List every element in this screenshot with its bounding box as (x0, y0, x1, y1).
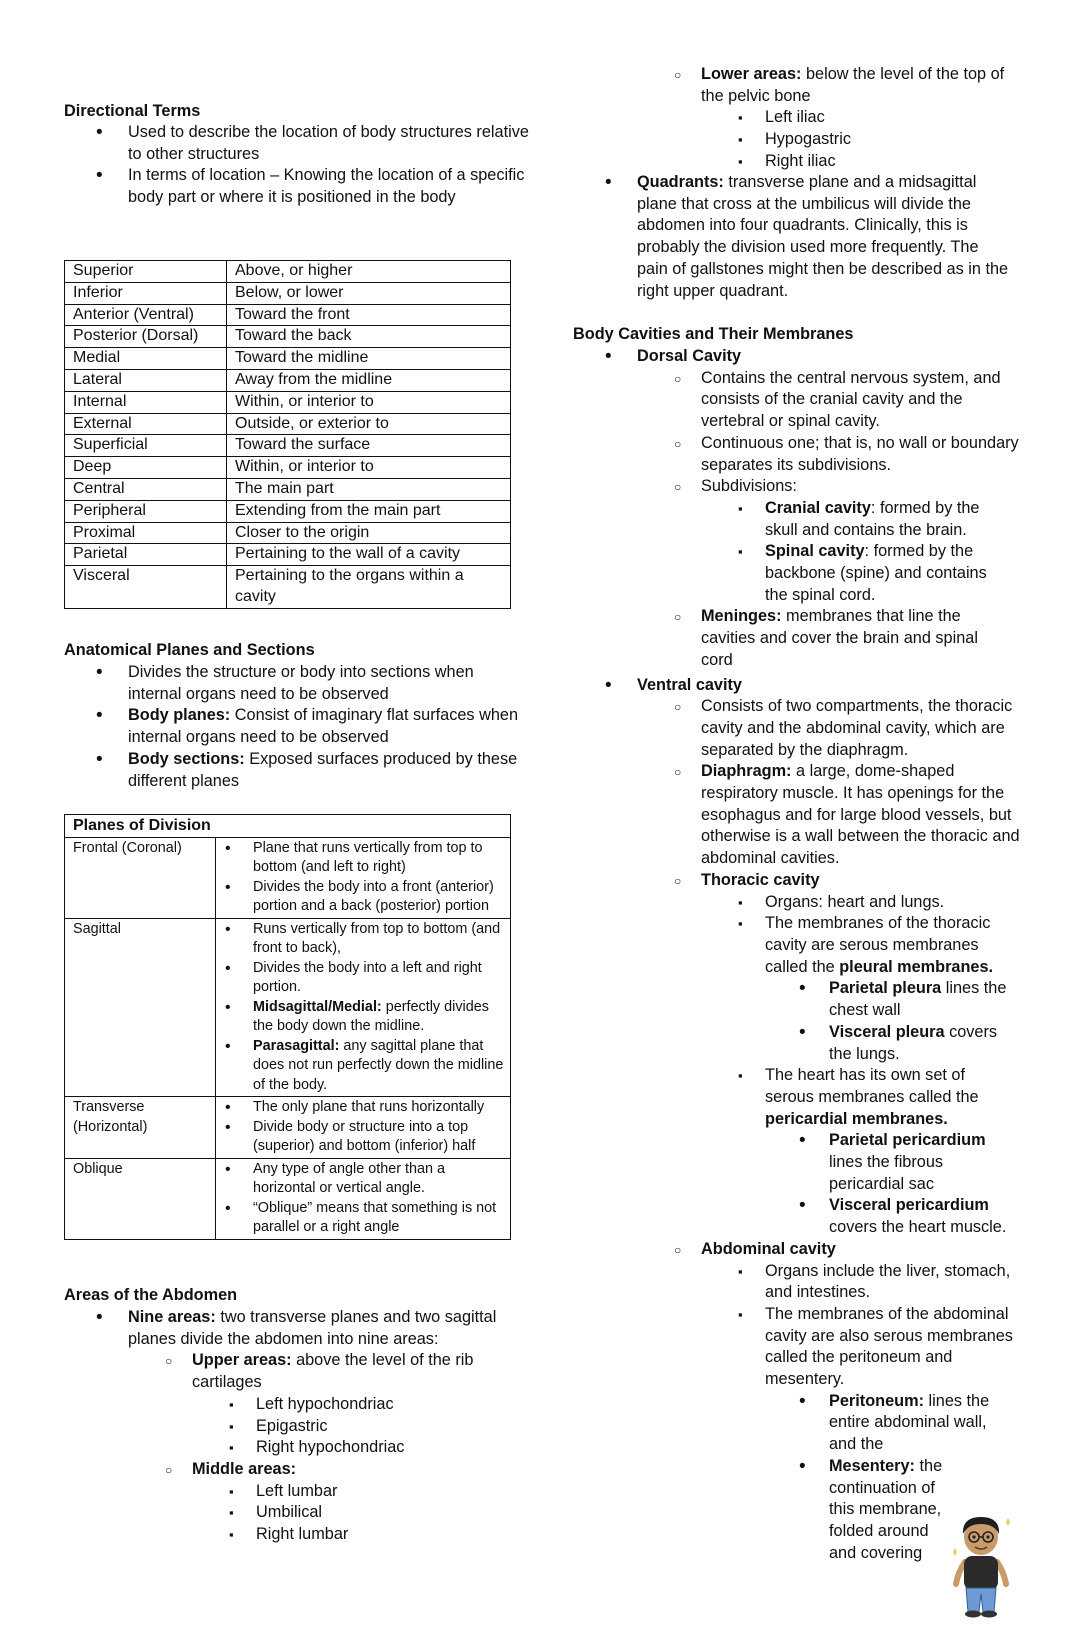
term: Parasagittal: (253, 1037, 340, 1054)
list-item: ▪ Left iliac (765, 107, 1031, 129)
term: Cranial cavity (765, 498, 871, 517)
table-row (65, 1158, 511, 1239)
abdomen-bullets (64, 1307, 528, 1546)
list-item (829, 1456, 949, 1565)
table-row (65, 304, 511, 326)
definition-cell: Toward the front (227, 304, 511, 326)
list-item (765, 913, 1013, 1065)
planes-of-division-table (64, 814, 511, 1240)
lower-areas-list (637, 64, 1031, 173)
definition: perfectly divides the body down the midline. (253, 998, 489, 1034)
term: Mesentery: (829, 1456, 915, 1475)
term: Middle areas: (192, 1459, 297, 1478)
directional-terms-heading: Directional Terms (64, 102, 201, 120)
term-cell: Inferior (65, 282, 227, 304)
definition-cell: Toward the midline (227, 348, 511, 370)
term: Thoracic cavity (701, 870, 820, 889)
list-item (192, 1459, 492, 1546)
directional-terms-bullets (64, 122, 533, 209)
quadrants-list (573, 172, 1012, 302)
list-item (637, 172, 1012, 302)
plane-name: Oblique (65, 1158, 216, 1239)
definition: : formed by the skull and contains the brain. (765, 498, 980, 539)
term-cell: Deep (65, 457, 227, 479)
term-cell: Medial (65, 348, 227, 370)
term-cell: Visceral (65, 566, 227, 609)
definition-cell: Within, or interior to (227, 391, 511, 413)
list-item: ▪ Right hypochondriac (256, 1437, 492, 1459)
definition: lines the chest wall (829, 979, 1007, 1020)
cartoon-avatar (948, 1510, 1014, 1620)
list-item: ○ Continuous one; that is, no wall or boundary separates its subdivisions. (701, 433, 1022, 476)
table-row (65, 1097, 511, 1159)
table-row (65, 566, 511, 609)
term-cell: Proximal (65, 522, 227, 544)
list-item (765, 541, 995, 606)
list-item (829, 1130, 1014, 1195)
text: The heart has its own set of serous membranes called the (765, 1066, 979, 1106)
term-cell: Superior (65, 261, 227, 283)
term-cell: Internal (65, 391, 227, 413)
list-item (701, 64, 1031, 173)
term: Quadrants: (637, 173, 724, 191)
list-item (253, 1037, 504, 1096)
planes-heading: Anatomical Planes and Sections (64, 641, 315, 659)
term: Meninges: (701, 607, 782, 626)
term: Lower areas: (701, 65, 802, 83)
upper-list (192, 1394, 492, 1459)
term: Abdominal cavity (701, 1239, 836, 1258)
definition-cell: Below, or lower (227, 282, 511, 304)
table-row (65, 369, 511, 391)
term: Body sections: (128, 749, 245, 768)
list-item (765, 1065, 1013, 1239)
list-item (128, 749, 528, 792)
definition-cell: Extending from the main part (227, 500, 511, 522)
definition: below the level of the top of the pelvic bone (701, 65, 1005, 105)
table-row (65, 500, 511, 522)
term-cell: Peripheral (65, 500, 227, 522)
lower-list (701, 107, 1031, 172)
definition: membranes that line the cavities and cover the brain and spinal cord (701, 607, 978, 669)
definition: transverse plane and a midsagittal plane that cross at the umbilicus will divide the abdomen into four quadrants. Clinically, this is probably the division used more frequently. The pain of gallstones might then be described as in the right upper quadrant. (637, 173, 1009, 300)
table-row (65, 391, 511, 413)
term-cell: Lateral (65, 369, 227, 391)
list-item: • Divides the body into a left and right portion. (253, 959, 504, 998)
abdomen-heading: Areas of the Abdomen (64, 1286, 238, 1304)
table-row (65, 326, 511, 348)
definition-cell: The main part (227, 478, 511, 500)
table-row (65, 522, 511, 544)
definition: Consist of imaginary flat surfaces when internal organs need to be observed (128, 706, 518, 747)
term: pleural membranes. (839, 957, 994, 976)
definition-cell: Pertaining to the organs within a cavity (227, 566, 511, 609)
list-item: ▪ The membranes of the abdominal cavity are also serous membranes called the peritoneum and mesentery. (765, 1304, 1013, 1391)
term: Visceral pericardium (829, 1196, 989, 1215)
list-item (829, 1195, 1014, 1238)
list-item (765, 498, 995, 541)
list-item: • Divides the body into a front (anterior) portion and a back (posterior) portion (253, 878, 504, 917)
list-item: ▪ Left lumbar (256, 1481, 492, 1503)
list-item (829, 1391, 999, 1456)
directional-terms-table (64, 260, 511, 609)
list-item: • Used to describe the location of body structures relative to other structures (128, 122, 533, 165)
term: Parietal pericardium (829, 1131, 986, 1150)
definition-cell: Closer to the origin (227, 522, 511, 544)
plane-name: Transverse (Horizontal) (65, 1097, 216, 1159)
table-row (65, 282, 511, 304)
list-item: ▪ Left hypochondriac (256, 1394, 492, 1416)
list-item (128, 705, 528, 748)
list-item: ▪ Organs: heart and lungs. (765, 892, 1013, 914)
list-item: ▪ Umbilical (256, 1502, 492, 1524)
definition-cell: Outside, or exterior to (227, 413, 511, 435)
list-item: ▪ Epigastric (256, 1416, 492, 1438)
term: Dorsal Cavity (637, 347, 742, 365)
list-item: • Divides the structure or body into sections when internal organs need to be observed (128, 662, 528, 705)
list-item (701, 870, 1022, 1239)
definition: Exposed surfaces produced by these different planes (128, 749, 518, 790)
definition-cell: Pertaining to the wall of a cavity (227, 544, 511, 566)
cavities-heading: Body Cavities and Their Membranes (573, 325, 854, 343)
term: Peritoneum: (829, 1391, 924, 1410)
plane-name: Sagittal (65, 918, 216, 1097)
definition-cell: Toward the back (227, 326, 511, 348)
list-item (829, 1022, 1014, 1065)
definition-cell: Above, or higher (227, 261, 511, 283)
definition: lines the fibrous pericardial sac (829, 1153, 944, 1193)
text: The membranes of the thoracic cavity are serous membranes called the (765, 914, 991, 976)
list-item (637, 675, 1022, 1565)
term: Parietal pleura (829, 979, 942, 998)
term: pericardial membranes. (765, 1109, 948, 1128)
table-row (65, 478, 511, 500)
list-item (701, 761, 1022, 870)
table-row (65, 435, 511, 457)
list-item: ▪ Right iliac (765, 151, 1031, 173)
table-row (65, 918, 511, 1097)
definition: above the level of the rib cartilages (192, 1351, 474, 1392)
list-item: ○ Contains the central nervous system, and consists of the cranial cavity and the vertebral or spinal cavity. (701, 368, 1022, 433)
term: Spinal cavity (765, 542, 865, 561)
term: Nine areas: (128, 1308, 216, 1326)
list-item: • Divide body or structure into a top (superior) and bottom (inferior) half (253, 1118, 504, 1157)
definition: covers the heart muscle. (829, 1218, 1007, 1237)
table-row (65, 457, 511, 479)
definition: any sagittal plane that does not run perfectly down the midline of the body. (253, 1037, 504, 1093)
list-item: • In terms of location – Knowing the location of a specific body part or where it is positioned in the body (128, 165, 533, 208)
term-cell: Parietal (65, 544, 227, 566)
definition-cell: Toward the surface (227, 435, 511, 457)
table-row (65, 348, 511, 370)
definition-cell: Away from the midline (227, 369, 511, 391)
table-row (65, 544, 511, 566)
list-item: ▪ Organs include the liver, stomach, and intestines. (765, 1261, 1013, 1304)
term-cell: Anterior (Ventral) (65, 304, 227, 326)
list-item (701, 476, 1022, 606)
definition: lines the entire abdominal wall, and the (829, 1391, 990, 1454)
list-item (192, 1350, 492, 1459)
text: Subdivisions: (701, 477, 797, 496)
table-row (65, 413, 511, 435)
definition: covers the lungs. (829, 1022, 998, 1063)
list-item (829, 978, 1014, 1021)
definition: two transverse planes and two sagittal planes divide the abdomen into nine areas: (128, 1308, 497, 1348)
middle-list (192, 1481, 492, 1546)
term-cell: Superficial (65, 435, 227, 457)
term-cell: External (65, 413, 227, 435)
definition: the continuation of this membrane, folded around and covering (829, 1456, 943, 1562)
list-item: • “Oblique” means that something is not parallel or a right angle (253, 1199, 504, 1238)
table-header: Planes of Division (65, 815, 511, 838)
term: Ventral cavity (637, 675, 742, 694)
list-item (637, 346, 1022, 672)
term-cell: Posterior (Dorsal) (65, 326, 227, 348)
plane-name: Frontal (Coronal) (65, 837, 216, 918)
term: Upper areas: (192, 1351, 292, 1370)
list-item: • Plane that runs vertically from top to bottom (and left to right) (253, 839, 504, 878)
list-item (701, 606, 991, 671)
term-cell: Central (65, 478, 227, 500)
list-item: ▪ Hypogastric (765, 129, 1031, 151)
planes-bullets (64, 662, 528, 792)
list-item: • Any type of angle other than a horizontal or vertical angle. (253, 1160, 504, 1199)
table-row (65, 837, 511, 918)
definition: a large, dome-shaped respiratory muscle. It has openings for the esophagus and for large blood vessels, but otherwise is a wall between the thoracic and abdominal cavities. (701, 762, 1020, 868)
table-row (65, 261, 511, 283)
term: Body planes: (128, 706, 231, 725)
list-item (128, 1307, 528, 1546)
cavities-list (573, 346, 1022, 1564)
list-item: • Runs vertically from top to bottom (and front to back), (253, 920, 504, 959)
definition: : formed by the backbone (spine) and contains the spinal cord. (765, 542, 987, 604)
list-item (253, 998, 504, 1037)
term: Midsagittal/Medial: (253, 998, 382, 1015)
list-item: ○ Consists of two compartments, the thoracic cavity and the abdominal cavity, which are separated by the diaphragm. (701, 696, 1022, 761)
term: Visceral pleura (829, 1022, 945, 1041)
list-item: ▪ Right lumbar (256, 1524, 492, 1546)
list-item: • The only plane that runs horizontally (253, 1098, 504, 1118)
term: Diaphragm: (701, 762, 792, 781)
definition-cell: Within, or interior to (227, 457, 511, 479)
